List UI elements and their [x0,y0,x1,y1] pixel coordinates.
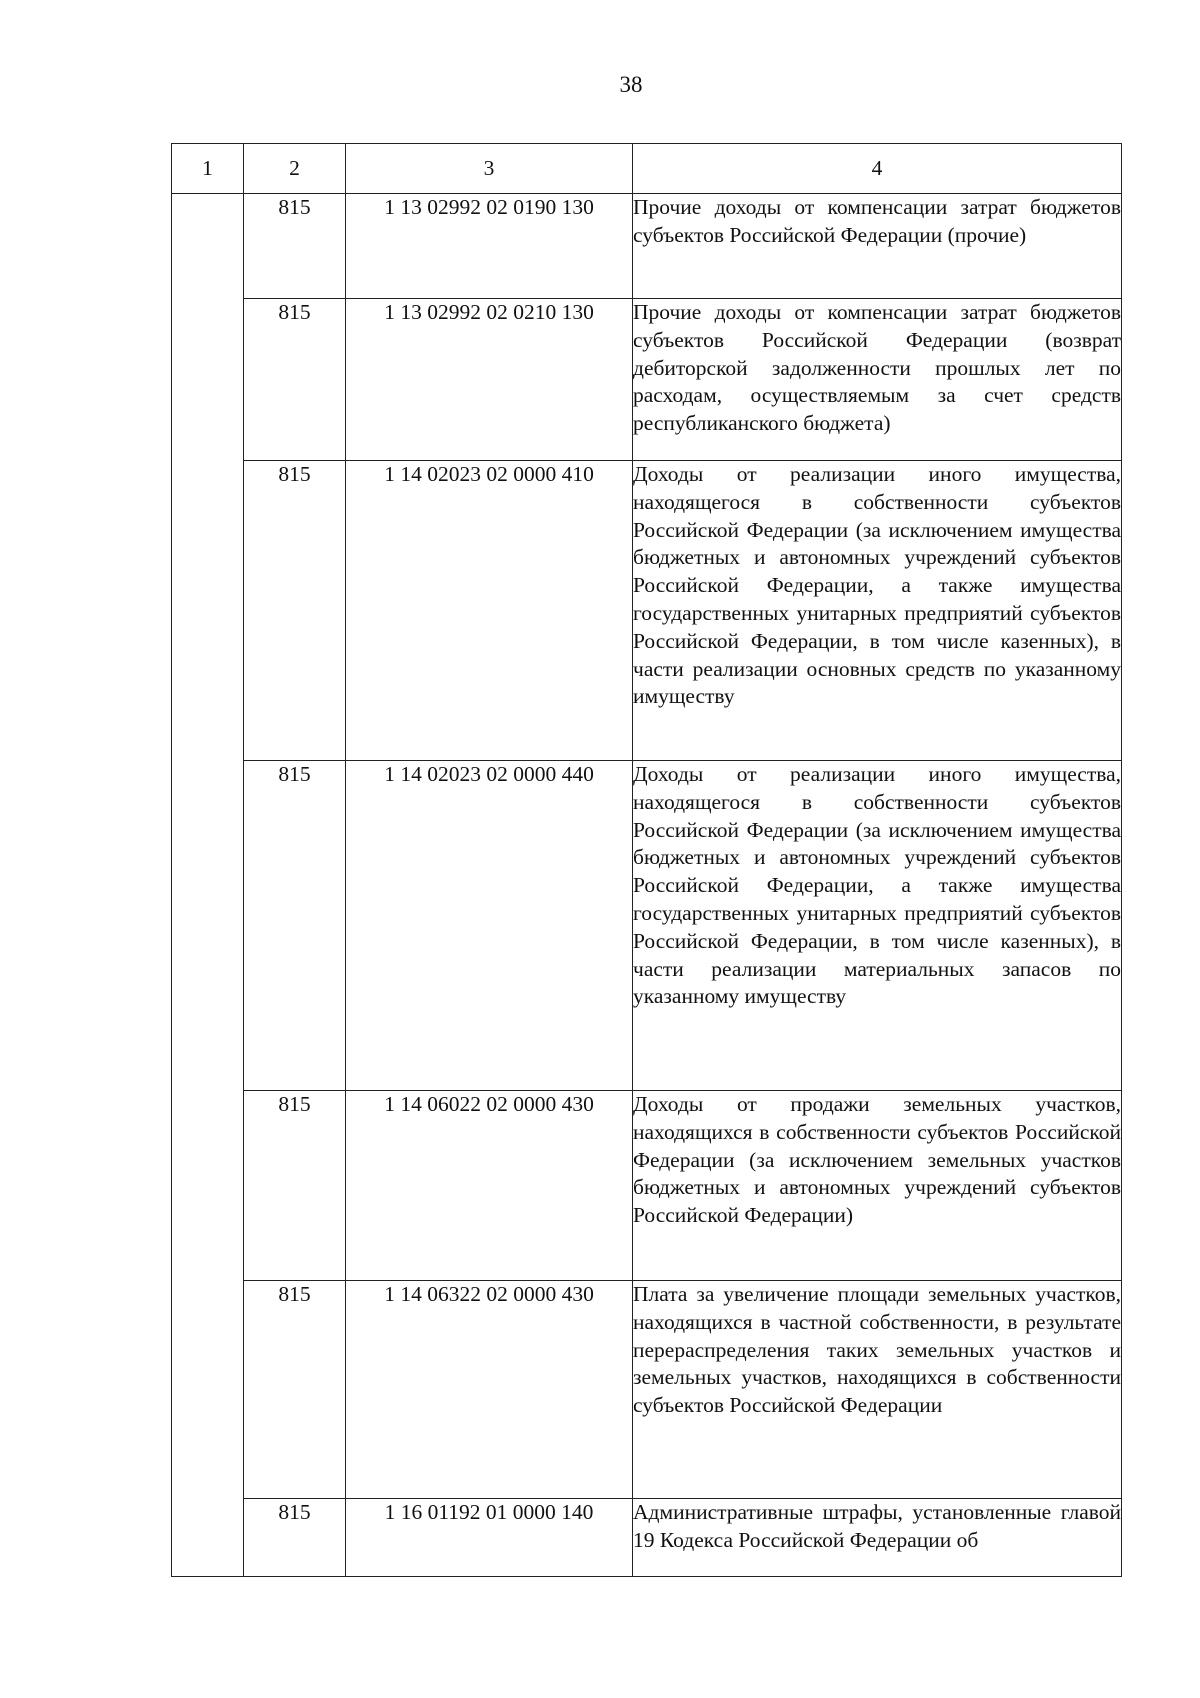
table-header-row [172,144,1122,194]
group-cell [172,194,244,1577]
budget-code-cell: 1 16 01192 01 0000 140 [346,1499,633,1577]
budget-code-cell: 1 14 06322 02 0000 430 [346,1281,633,1499]
description-cell: Доходы от реализации иного имущества, находящегося в собственности субъектов Российской Федерации (за исключением имущества бюджетных и автономных учреждений субъектов Российской Федерации, а также имущества государственных унитарных предприятий субъектов Российской Федерации, в том числе казенных), в части реализации материальных запасов по указанному имуществу [633,761,1122,1091]
admin-code-cell: 815 [244,194,346,299]
table-row [172,1499,1122,1577]
description-cell: Доходы от продажи земельных участков, находящихся в собственности субъектов Российской Федерации (за исключением земельных участков бюджетных и автономных учреждений субъектов Российской Федерации) [633,1091,1122,1281]
description-cell: Доходы от реализации иного имущества, находящегося в собственности субъектов Российской Федерации (за исключением имущества бюджетных и автономных учреждений субъектов Российской Федерации, а также имущества государственных унитарных предприятий субъектов Российской Федерации, в том числе казенных), в части реализации основных средств по указанному имуществу [633,461,1122,761]
column-header-1: 1 [172,144,244,194]
description-cell: Прочие доходы от компенсации затрат бюджетов субъектов Российской Федерации (прочие) [633,194,1122,299]
admin-code-cell: 815 [244,1499,346,1577]
column-header-3: 3 [346,144,633,194]
column-header-4: 4 [633,144,1122,194]
admin-code-cell: 815 [244,461,346,761]
description-cell: Плата за увеличение площади земельных участков, находящихся в частной собственности, в результате перераспределения таких земельных участков и земельных участков, находящихся в собственности субъектов Российской Федерации [633,1281,1122,1499]
table-row [172,299,1122,461]
budget-code-cell: 1 13 02992 02 0190 130 [346,194,633,299]
admin-code-cell: 815 [244,299,346,461]
budget-code-cell: 1 13 02992 02 0210 130 [346,299,633,461]
description-cell: Прочие доходы от компенсации затрат бюджетов субъектов Российской Федерации (возврат дебиторской задолженности прошлых лет по расходам, осуществляемым за счет средств республиканского бюджета) [633,299,1122,461]
revenue-codes-table [171,143,1122,1577]
admin-code-cell: 815 [244,1091,346,1281]
budget-code-cell: 1 14 02023 02 0000 410 [346,461,633,761]
table-row [172,761,1122,1091]
budget-code-cell: 1 14 06022 02 0000 430 [346,1091,633,1281]
page-number: 38 [619,72,643,97]
table-row [172,1091,1122,1281]
budget-code-cell: 1 14 02023 02 0000 440 [346,761,633,1091]
table-row [172,461,1122,761]
admin-code-cell: 815 [244,1281,346,1499]
table-row [172,1281,1122,1499]
description-cell: Административные штрафы, установленные главой 19 Кодекса Российской Федерации об [633,1499,1122,1577]
admin-code-cell: 815 [244,761,346,1091]
table-row [172,194,1122,299]
column-header-2: 2 [244,144,346,194]
